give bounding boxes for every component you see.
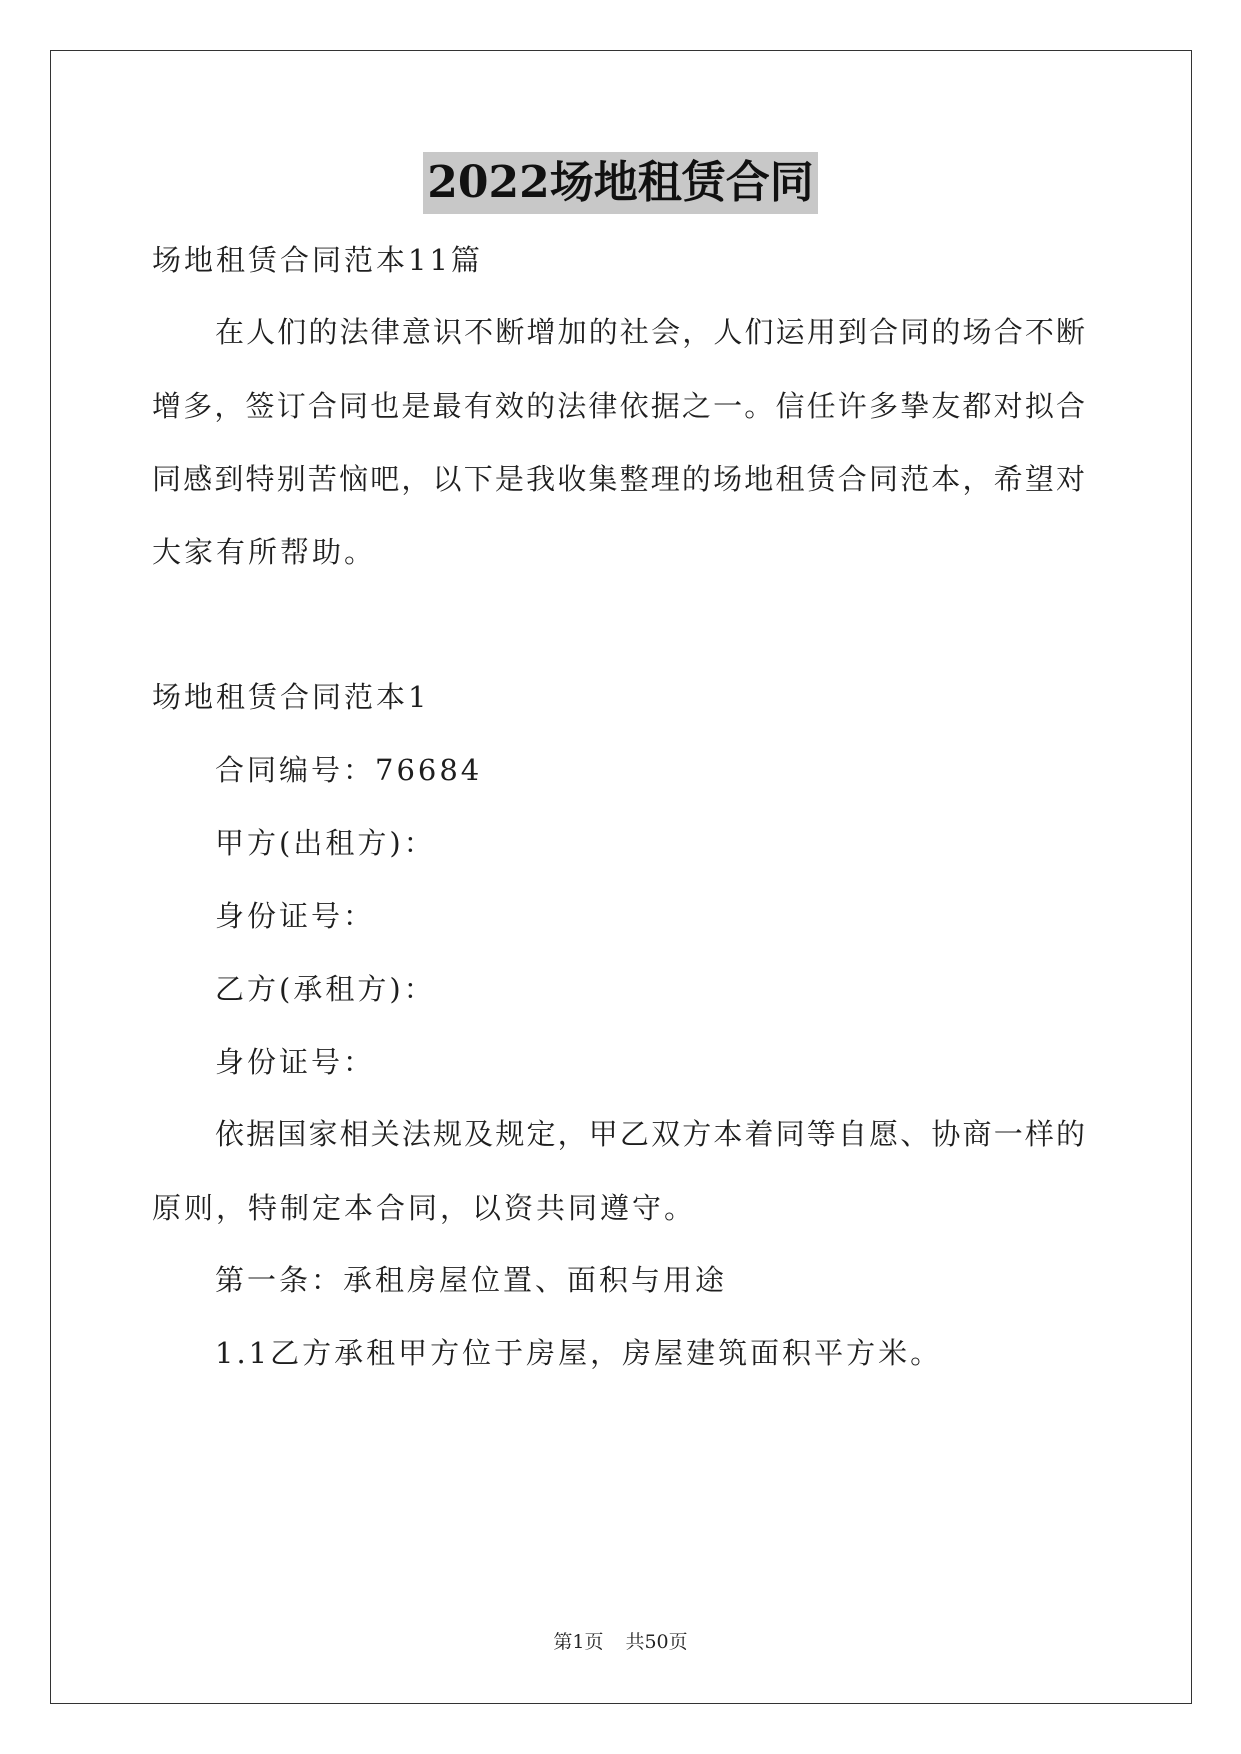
page-total: 共50页 — [625, 1631, 688, 1653]
page-footer — [0, 1630, 1241, 1654]
party-b-label: 乙方(承租方)： — [215, 972, 436, 1006]
page-border — [50, 50, 1192, 1704]
basis-line-2: 原则，特制定本合同，以资共同遵守。 — [152, 1191, 697, 1225]
intro-line-2: 增多，签订合同也是最有效的法律依据之一。信任许多挚友都对拟合 — [152, 389, 1087, 423]
document-subtitle: 场地租赁合同范本11篇 — [152, 243, 483, 277]
intro-line-4: 大家有所帮助。 — [152, 535, 377, 569]
party-a-label: 甲方(出租方)： — [215, 826, 436, 860]
section-heading: 场地租赁合同范本1 — [152, 680, 430, 714]
intro-line-3: 同感到特别苦恼吧，以下是我收集整理的场地租赁合同范本，希望对 — [152, 462, 1087, 496]
title-container — [0, 152, 1241, 214]
party-b-id-label: 身份证号： — [215, 1045, 376, 1079]
contract-number: 合同编号：76684 — [215, 753, 483, 787]
page-current: 第1页 — [553, 1631, 604, 1653]
clause-1-1: 1.1乙方承租甲方位于房屋，房屋建筑面积平方米。 — [215, 1336, 943, 1370]
article-1-heading: 第一条：承租房屋位置、面积与用途 — [215, 1263, 728, 1297]
intro-line-1: 在人们的法律意识不断增加的社会，人们运用到合同的场合不断 — [215, 315, 1087, 349]
document-title: 2022场地租赁合同 — [423, 152, 817, 214]
basis-line-1: 依据国家相关法规及规定，甲乙双方本着同等自愿、协商一样的 — [215, 1117, 1087, 1151]
party-a-id-label: 身份证号： — [215, 899, 376, 933]
